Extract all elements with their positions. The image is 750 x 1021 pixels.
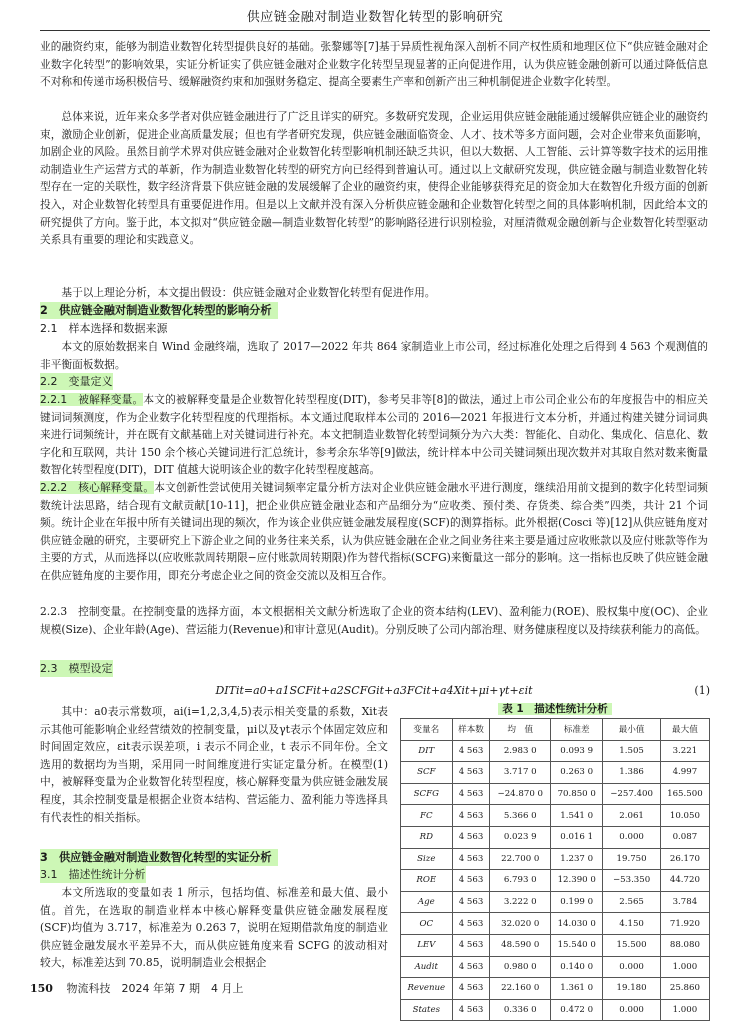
table-cell: 2.565 — [603, 891, 660, 913]
sample-data-paragraph: 本文的原始数据来自 Wind 金融终端，选取了 2017—2022 年共 864 家制造业上市公司，经过标准化处理之后得到 4 563 个观测值的非平衡面板数据。 — [40, 340, 708, 371]
subsection-2-2-heading: 2.2 变量定义 — [40, 375, 113, 388]
table-cell: OC — [401, 913, 453, 935]
table-cell: 14.030 0 — [551, 913, 603, 935]
table-cell: 0.016 1 — [551, 826, 603, 848]
table-cell: 0.140 0 — [551, 956, 603, 978]
equation-number: (1) — [694, 684, 710, 697]
header-cell: 均 值 — [490, 719, 551, 741]
table-row — [401, 870, 710, 892]
table-cell: 88.080 — [660, 934, 709, 956]
table-cell: 1.000 — [660, 956, 709, 978]
table-cell: 25.860 — [660, 978, 709, 1000]
table-cell: 5.366 0 — [490, 805, 551, 827]
table-cell: 3.222 0 — [490, 891, 551, 913]
table-cell: 6.793 0 — [490, 870, 551, 892]
table-cell: −53.350 — [603, 870, 660, 892]
control-variables-paragraph: 2.2.3 控制变量。在控制变量的选择方面，本文根据相关文献分析选取了企业的资本结构(LEV)、盈利能力(ROE)、股权集中度(OC)、企业规模(Size)、企业年龄(Age)、营运能力(Revenue)和审计意见(Audit)。分别反映了公司内部治理、财务健康程度以及持续获利能力的高低。 — [40, 605, 708, 636]
subsection-2-1-heading: 2.1 样本选择和数据来源 — [40, 322, 168, 335]
table-cell: 4 563 — [452, 848, 490, 870]
table-cell: 26.170 — [660, 848, 709, 870]
table-cell: 4 563 — [452, 805, 490, 827]
header-cell: 变量名 — [401, 719, 453, 741]
table-cell: 1.541 0 — [551, 805, 603, 827]
table-cell: 4 563 — [452, 783, 490, 805]
model-explanation-paragraph: 其中：a0表示常数项，ai(i=1,2,3,4,5)表示相关变量的系数，Xit表示其他可能影响企业经营绩效的控制变量，μi以及γt表示个体固定效应和时间固定效应，εit表示误差项，i 表示不同企业，t 表示不同年份。全文选用的数据均为当期，采用同一时间维度进行实证定量分析。在模型(1)中，被解释变量为企业数智化转型程度，核心解释变量为供应链金融发展程度，其余控制变量是根据企业资本结构、营运能力、盈利能力等选择具有代表性的相关指标。 — [40, 705, 388, 824]
table-cell: 165.500 — [660, 783, 709, 805]
table-cell: States — [401, 999, 453, 1021]
descriptive-statistics-table — [400, 718, 710, 1021]
table-cell: 4 563 — [452, 956, 490, 978]
table-row — [401, 913, 710, 935]
intro-paragraph-2: 总体来说，近年来众多学者对供应链金融进行了广泛且详实的研究。多数研究发现，企业运用供应链金融能通过缓解供应链企业的融资约束，激励企业创新，促进企业高质量发展；但也有学者研究发现，供应链金融面临资金、人才、技术等多方面问题，会对企业带来负面影响，加剧企业的风险。虽然目前学术界对供应链金融对企业数智化转型影响机制还缺乏共识，但以大数据、人工智能、云计算等数字技术的运用推动制造业生产运营方式的革新，作为制造业数智化转型的研究方向已经得到普遍认可。通过以上文献研究发现，供应链金融与制造业数智化转型存在一定的关联性，数字经济背景下供应链金融的发展缓解了企业的融资约束，使得企业能够获得充足的资金加大在数智化升级方面的创新投入，对企业数智化转型具有重要促进作用。但是以上文献并没有深入分析供应链金融和企业数智化转型之间的具体影响机制，因此给本文的研究提供了方向。鉴于此，本文拟对“供应链金融—制造业数智化转型”的影响路径进行识别检验，对厘清微观金融创新与企业数智化转型驱动关系具有重要的理论和实践意义。 — [40, 110, 708, 247]
table-cell: 0.980 0 — [490, 956, 551, 978]
table-cell: 4 563 — [452, 762, 490, 784]
journal-info: 物流科技 2024 年第 7 期 4 月上 — [66, 982, 244, 995]
table-row — [401, 999, 710, 1021]
table-cell: 0.093 9 — [551, 740, 603, 762]
core-variable-tag: 2.2.2 核心解释变量。 — [40, 481, 155, 494]
intro-paragraph-3: 基于以上理论分析，本文提出假设：供应链金融对企业数智化转型有促进作用。 — [61, 286, 436, 299]
table-row — [401, 783, 710, 805]
table-row — [401, 740, 710, 762]
table-cell: 4 563 — [452, 826, 490, 848]
table-cell: 1.000 — [660, 999, 709, 1021]
table-cell: 4.997 — [660, 762, 709, 784]
table-row — [401, 891, 710, 913]
table-cell: 4 563 — [452, 740, 490, 762]
table-cell: 0.336 0 — [490, 999, 551, 1021]
table-cell: 44.720 — [660, 870, 709, 892]
header-cell: 最小值 — [603, 719, 660, 741]
header-cell: 标准差 — [551, 719, 603, 741]
intro-paragraph-1: 业的融资约束，能够为制造业数智化转型提供良好的基础。张黎娜等[7]基于异质性视角深入剖析不同产权性质和地理区位下“供应链金融对企业数字化转型”的影响效果，实证分析证实了供应链金融对企业数字化转型呈现显著的正向促进作用，认为供应链金融创新可以通过降低信息不对称和传递市场积极信号、缓解融资约束和加强财务稳定、提高全要素生产率和创新产出三种机制促进企业数字化转型。 — [40, 40, 708, 89]
table-cell: 12.390 0 — [551, 870, 603, 892]
table-row — [401, 956, 710, 978]
table-cell: 4 563 — [452, 870, 490, 892]
table-cell: 22.700 0 — [490, 848, 551, 870]
table-cell: 2.983 0 — [490, 740, 551, 762]
table-header-row — [401, 719, 710, 741]
page-footer — [30, 980, 720, 998]
table-cell: 0.199 0 — [551, 891, 603, 913]
table-cell: 0.023 9 — [490, 826, 551, 848]
table-row — [401, 762, 710, 784]
table-row — [401, 826, 710, 848]
table-cell: 70.850 0 — [551, 783, 603, 805]
core-variable-paragraph — [40, 479, 708, 585]
table-cell: Size — [401, 848, 453, 870]
table-cell: −257.400 — [603, 783, 660, 805]
table-cell: 0.000 — [603, 999, 660, 1021]
table-cell: 3.784 — [660, 891, 709, 913]
table-cell: 22.160 0 — [490, 978, 551, 1000]
descriptive-stats-paragraph: 本文所选取的变量如表 1 所示，包括均值、标准差和最大值、最小值。首先，在选取的制造业样本中核心解释变量供应链金融发展程度(SCF)均值为 3.717，标准差为 0.263 7，说明在短期借款角度的制造业供应链金融发展水平差异不大，而从供应链角度来看 SCFG 的波动相对较大，标准差达到 70.85，说明制造业会根据企 — [40, 886, 388, 970]
table-cell: FC — [401, 805, 453, 827]
table-cell: Revenue — [401, 978, 453, 1000]
table-cell: 32.020 0 — [490, 913, 551, 935]
table-cell: 4.150 — [603, 913, 660, 935]
table-cell: 0.263 0 — [551, 762, 603, 784]
table-cell: 0.000 — [603, 826, 660, 848]
table-cell: 0.087 — [660, 826, 709, 848]
table-cell: 19.180 — [603, 978, 660, 1000]
table-row — [401, 934, 710, 956]
subsection-2-3-heading: 2.3 模型设定 — [40, 662, 113, 675]
table-cell: 4 563 — [452, 999, 490, 1021]
table-cell: 4 563 — [452, 978, 490, 1000]
running-header: 供应链金融对制造业数智化转型的影响研究 — [40, 8, 710, 31]
dependent-variable-paragraph — [40, 391, 708, 479]
subsection-3-1-heading: 3.1 描述性统计分析 — [40, 868, 146, 881]
core-variable-text: 本文创新性尝试使用关键词频率定量分析方法对企业供应链金融水平进行测度，继续沿用前文提到的数字化转型词频数统计法思路，结合现有文献贡献[10-11]，把企业供应链金融业态和产品细分为“应收类、预付类、存货类、综合类”四类，共计 21 个词频。统计企业在年报中所有关键词出现的频次，作为该企业供应链金融发展程度(SCF)的测算指标。此外根据(Cosci 等)[12]从供应链角度对供应链金融的研究，主要研究上下游企业之间的业务往来关系，认为供应链金融在企业之间业务往来主要是通过应收账款以及应付账款等作为主要的方式，从而选择以(应收账款周转期限−应付账款周转期限)作为替代指标(SCFG)来衡量这一部分的影响。这一指标也反映了供应链金融在供应链角度的主要作用，即充分考虑企业之间的资金交流以及相互合作。 — [40, 481, 708, 582]
table-cell: 19.750 — [603, 848, 660, 870]
table-row — [401, 805, 710, 827]
table-cell: 3.221 — [660, 740, 709, 762]
table-cell: 2.061 — [603, 805, 660, 827]
table-cell: 1.361 0 — [551, 978, 603, 1000]
section-2-heading: 2 供应链金融对制造业数智化转型的影响分析 — [40, 302, 278, 319]
table-1-title-text: 表 1 描述性统计分析 — [498, 703, 611, 715]
table-cell: 0.000 — [603, 956, 660, 978]
table-cell: 0.472 0 — [551, 999, 603, 1021]
table-cell: 1.505 — [603, 740, 660, 762]
table-cell: 4 563 — [452, 934, 490, 956]
header-cell: 样本数 — [452, 719, 490, 741]
table-cell: 15.500 — [603, 934, 660, 956]
header-cell: 最大值 — [660, 719, 709, 741]
table-1-title — [400, 701, 710, 717]
section-3-heading: 3 供应链金融对制造业数智化转型的实证分析 — [40, 849, 278, 866]
dependent-variable-text: 本文的被解释变量是企业数智化转型程度(DIT)，参考吴非等[8]的做法，通过上市公司企业公布的年度报告中的相应关键词词频测度，作为企业数字化转型程度的代理指标。本文通过爬取样本公司的 2016—2021 年报进行文本分析，并通过构建关键分词词典来进行词频统计，并在既有文献基础上对关键词进行补充。本文把制造业数智化转型词频分为六大类：智能化、自动化、集成化、信息化、数字化和互联网，共计 150 余个核心关键词进行汇总统计，参考余东华等[9]做法，统计样本中公司关键词频出现次数并对其取自然对数来衡量数智化转型程度(DIT)，DIT 值越大说明该企业的数字化转型程度越高。 — [40, 393, 708, 477]
table-cell: 4 563 — [452, 913, 490, 935]
table-cell: 3.717 0 — [490, 762, 551, 784]
table-cell: SCF — [401, 762, 453, 784]
table-cell: 1.386 — [603, 762, 660, 784]
table-cell: −24.870 0 — [490, 783, 551, 805]
model-equation: DITit=a0+a1SCFit+a2SCFGit+a3FCit+a4Xit+μi+γt+εit — [215, 684, 533, 697]
table-cell: 48.590 0 — [490, 934, 551, 956]
table-cell: ROE — [401, 870, 453, 892]
table-cell: Age — [401, 891, 453, 913]
table-cell: 4 563 — [452, 891, 490, 913]
table-cell: 1.237 0 — [551, 848, 603, 870]
table-cell: Audit — [401, 956, 453, 978]
table-cell: 71.920 — [660, 913, 709, 935]
table-row — [401, 848, 710, 870]
table-cell: SCFG — [401, 783, 453, 805]
table-cell: 10.050 — [660, 805, 709, 827]
dependent-variable-tag: 2.2.1 被解释变量。 — [40, 393, 144, 406]
table-cell: DIT — [401, 740, 453, 762]
table-cell: 15.540 0 — [551, 934, 603, 956]
table-cell: LEV — [401, 934, 453, 956]
page-number: 150 — [30, 982, 53, 995]
table-cell: RD — [401, 826, 453, 848]
